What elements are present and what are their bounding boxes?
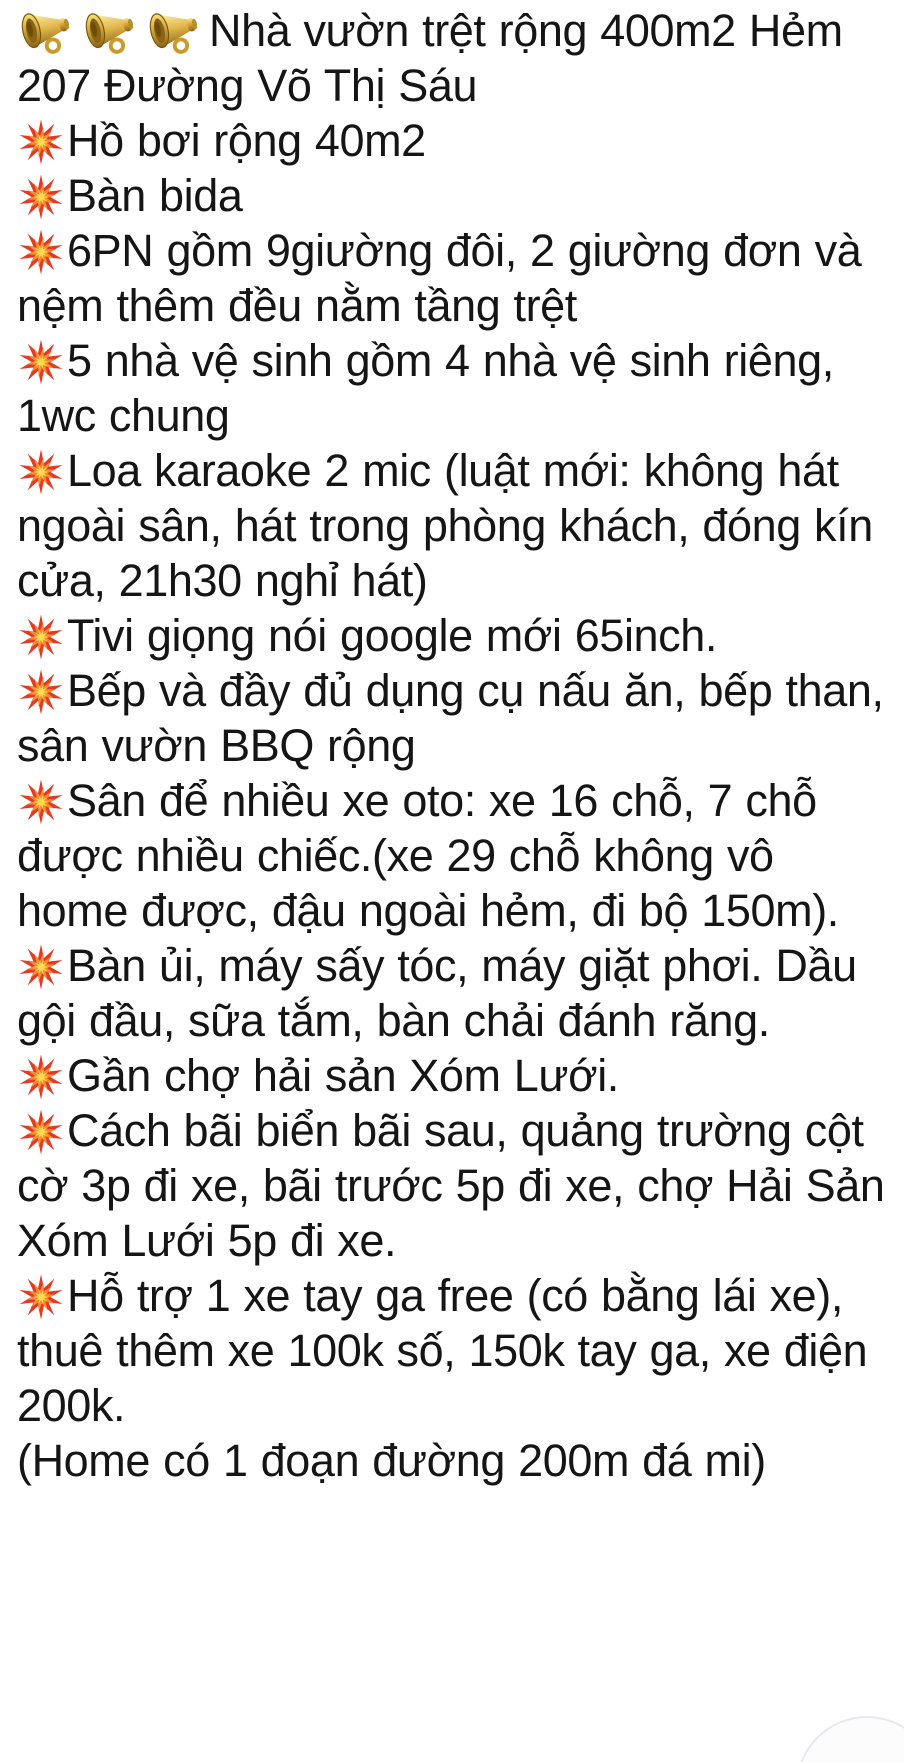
paragraph-text: Sân để nhiều xe oto: xe 16 chỗ, 7 chỗ được nhiều chiếc.(xe 29 chỗ không vô home được, đậu ngoài hẻm, đi bộ 150m). (17, 775, 839, 936)
post-paragraph (17, 663, 891, 773)
paragraph-text: (Home có 1 đoạn đường 200m đá mi) (17, 1435, 766, 1486)
paragraph-text: Bàn bida (67, 170, 243, 221)
paragraph-text: Bếp và đầy đủ dụng cụ nấu ăn, bếp than, sân vườn BBQ rộng (17, 665, 884, 771)
burst-icon (17, 778, 65, 826)
burst-icon (17, 613, 65, 661)
paragraph-text: Tivi giọng nói google mới 65inch. (67, 610, 718, 661)
post-paragraph (17, 113, 891, 168)
burst-icon (17, 1108, 65, 1156)
burst-icon (17, 448, 65, 496)
post-paragraph (17, 1048, 891, 1103)
floating-corner-button[interactable] (796, 1716, 904, 1762)
post-paragraph (17, 333, 891, 443)
paragraph-text: Gần chợ hải sản Xóm Lưới. (67, 1050, 619, 1101)
paragraph-text: Cách bãi biển bãi sau, quảng trường cột cờ 3p đi xe, bãi trước 5p đi xe, chợ Hải Sản Xóm Lưới 5p đi xe. (17, 1105, 885, 1266)
paragraph-text: Hỗ trợ 1 xe tay ga free (có bằng lái xe), thuê thêm xe 100k số, 150k tay ga, xe điện 200k. (17, 1270, 868, 1431)
post-paragraph (17, 608, 891, 663)
paragraph-text: 6PN gồm 9giường đôi, 2 giường đơn và nệm thêm đều nằm tầng trệt (17, 225, 862, 331)
paragraph-text: Nhà vườn trệt rộng 400m2 Hẻm 207 Đường Võ Thị Sáu (17, 5, 843, 111)
post-paragraph (17, 168, 891, 223)
megaphone-icon (81, 2, 143, 58)
post-paragraph (17, 223, 891, 333)
burst-icon (17, 118, 65, 166)
post-paragraph (17, 1103, 891, 1268)
burst-icon (17, 1053, 65, 1101)
burst-icon (17, 1273, 65, 1321)
post-paragraph (17, 1433, 891, 1488)
burst-icon (17, 943, 65, 991)
paragraph-text: 5 nhà vệ sinh gồm 4 nhà vệ sinh riêng, 1wc chung (17, 335, 834, 441)
post-paragraph (17, 773, 891, 938)
megaphone-icon (17, 2, 79, 58)
burst-icon (17, 668, 65, 716)
paragraph-text: Loa karaoke 2 mic (luật mới: không hát ngoài sân, hát trong phòng khách, đóng kín cửa, 21h30 nghỉ hát) (17, 445, 873, 606)
paragraph-text: Bàn ủi, máy sấy tóc, máy giặt phơi. Dầu gội đầu, sữa tắm, bàn chải đánh răng. (17, 940, 857, 1046)
burst-icon (17, 338, 65, 386)
post-body (17, 2, 891, 1488)
megaphone-icon (145, 2, 207, 58)
post-paragraph (17, 2, 891, 113)
burst-icon (17, 228, 65, 276)
paragraph-text: Hồ bơi rộng 40m2 (67, 115, 426, 166)
burst-icon (17, 173, 65, 221)
post-paragraph (17, 938, 891, 1048)
post-paragraph (17, 443, 891, 608)
post-paragraph (17, 1268, 891, 1433)
